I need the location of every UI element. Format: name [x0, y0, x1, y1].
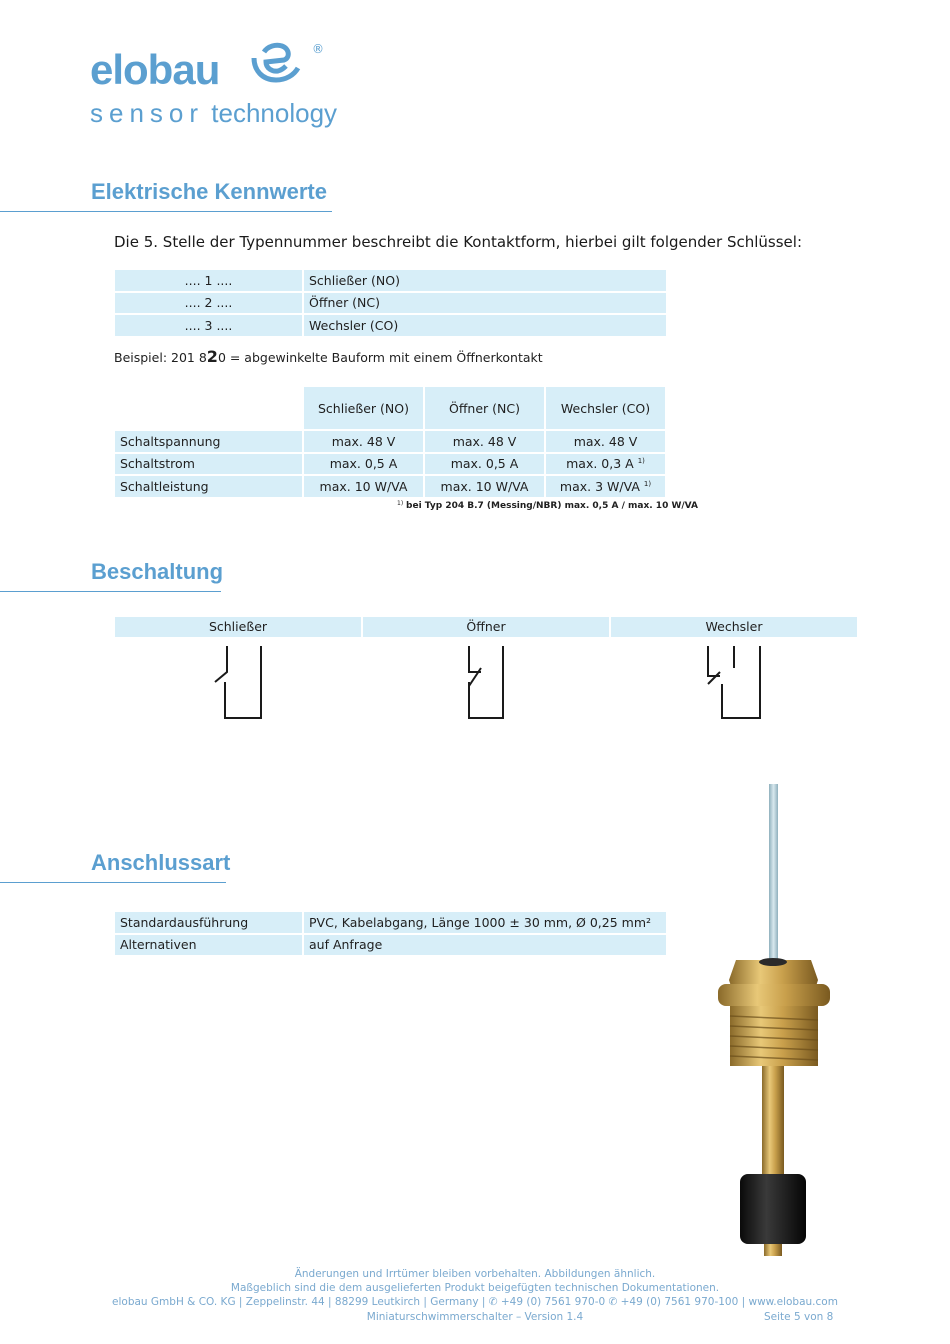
- specs-footnote: $^{1)}$ bei Typ 204 B.7 (Messing/NBR) max. 0,5 A / max. 10 W/VA: [397, 500, 699, 511]
- table-row: [115, 431, 665, 452]
- specs-table: [113, 385, 667, 499]
- logo-tagline: sensor technology: [90, 98, 338, 128]
- registered-mark: ®: [312, 42, 324, 56]
- footer-documentation-note: Maßgeblich sind die dem ausgelieferten Produkt beigefügten technischen Dokumentationen.: [230, 1282, 720, 1294]
- row-label: Schaltleistung: [115, 476, 302, 497]
- logo-wordmark: elobau: [90, 46, 220, 93]
- footer-company-contact: elobau GmbH & CO. KG | Zeppelinstr. 44 | 88299 Leutkirch | Germany | ✆ +49 (0) 7561 970-0 ✆ +49 (0) 7561 970-100 | www.elobau.com: [112, 1296, 838, 1308]
- footnote-ref: 1): [637, 457, 645, 466]
- cell-value: max. 0,3 A $^{1)}$: [546, 454, 665, 475]
- row-label: Alternativen: [115, 935, 302, 956]
- heading-connection: Anschlussart: [91, 850, 231, 875]
- table-row: [115, 912, 666, 933]
- heading-rule: [0, 211, 332, 212]
- heading-rule: [0, 882, 226, 883]
- table-header-row: [115, 387, 665, 429]
- key-form: Schließer (NO): [304, 270, 666, 291]
- key-form: Wechsler (CO): [304, 315, 666, 336]
- table-row: [115, 454, 665, 475]
- table-row: [115, 476, 665, 497]
- nc-contact-symbol: [455, 642, 525, 722]
- row-label: Schaltstrom: [115, 454, 302, 475]
- key-form: Öffner (NC): [304, 293, 666, 314]
- row-label: Schaltspannung: [115, 431, 302, 452]
- key-code: .... 1 ....: [115, 270, 302, 291]
- row-label: Standardausführung: [115, 912, 302, 933]
- footer-disclaimer: Änderungen und Irrtümer bleiben vorbehalten. Abbildungen ähnlich.: [294, 1268, 656, 1280]
- footer-page-number: Seite 5 von 8: [764, 1311, 834, 1323]
- key-code: .... 2 ....: [115, 293, 302, 314]
- contact-key-table: [113, 268, 668, 338]
- cell-value: max. 48 V: [425, 431, 544, 452]
- table-row: [115, 935, 666, 956]
- table-row: [115, 315, 666, 336]
- heading-rule: [0, 591, 221, 592]
- cell-value: max. 0,5 A: [425, 454, 544, 475]
- cell-value: max. 10 W/VA: [304, 476, 423, 497]
- heading-wiring: Beschaltung: [91, 559, 224, 584]
- table-row: [115, 270, 666, 291]
- key-code: .... 3 ....: [115, 315, 302, 336]
- logo-e-icon: [246, 40, 306, 90]
- circuit-label-nc: Öffner: [363, 617, 609, 637]
- cell-value: max. 3 W/VA $^{1)}$: [546, 476, 665, 497]
- footer-document-version: Miniaturschwimmerschalter – Version 1.4: [366, 1311, 584, 1323]
- circuit-label-co: Wechsler: [611, 617, 857, 637]
- cell-value: PVC, Kabelabgang, Länge 1000 ± 30 mm, Ø 0,25 mm²: [304, 912, 666, 933]
- column-header: Wechsler (CO): [546, 387, 665, 429]
- float-switch-illustration: [700, 784, 860, 1264]
- cell-value: max. 48 V: [304, 431, 423, 452]
- footnote-ref: 1): [643, 479, 652, 488]
- example-text: Beispiel: 201 820 = abgewinkelte Bauform mit einem Öffnerkontakt: [114, 347, 543, 366]
- column-header: Schließer (NO): [304, 387, 423, 429]
- no-contact-symbol: [205, 642, 275, 722]
- co-contact-symbol: [698, 642, 768, 722]
- table-row: [115, 293, 666, 314]
- heading-electrical: Elektrische Kennwerte: [91, 179, 327, 204]
- circuit-label-no: Schließer: [115, 617, 361, 637]
- cell-value: max. 48 V: [546, 431, 665, 452]
- empty-header: [115, 387, 302, 429]
- elobau-logo: [90, 40, 350, 135]
- cell-value: max. 0,5 A: [304, 454, 423, 475]
- intro-text: Die 5. Stelle der Typennummer beschreibt die Kontaktform, hierbei gilt folgender Schlüssel:: [114, 233, 802, 251]
- cell-value: auf Anfrage: [304, 935, 666, 956]
- connection-table: [113, 910, 668, 957]
- column-header: Öffner (NC): [425, 387, 544, 429]
- cell-value: max. 10 W/VA: [425, 476, 544, 497]
